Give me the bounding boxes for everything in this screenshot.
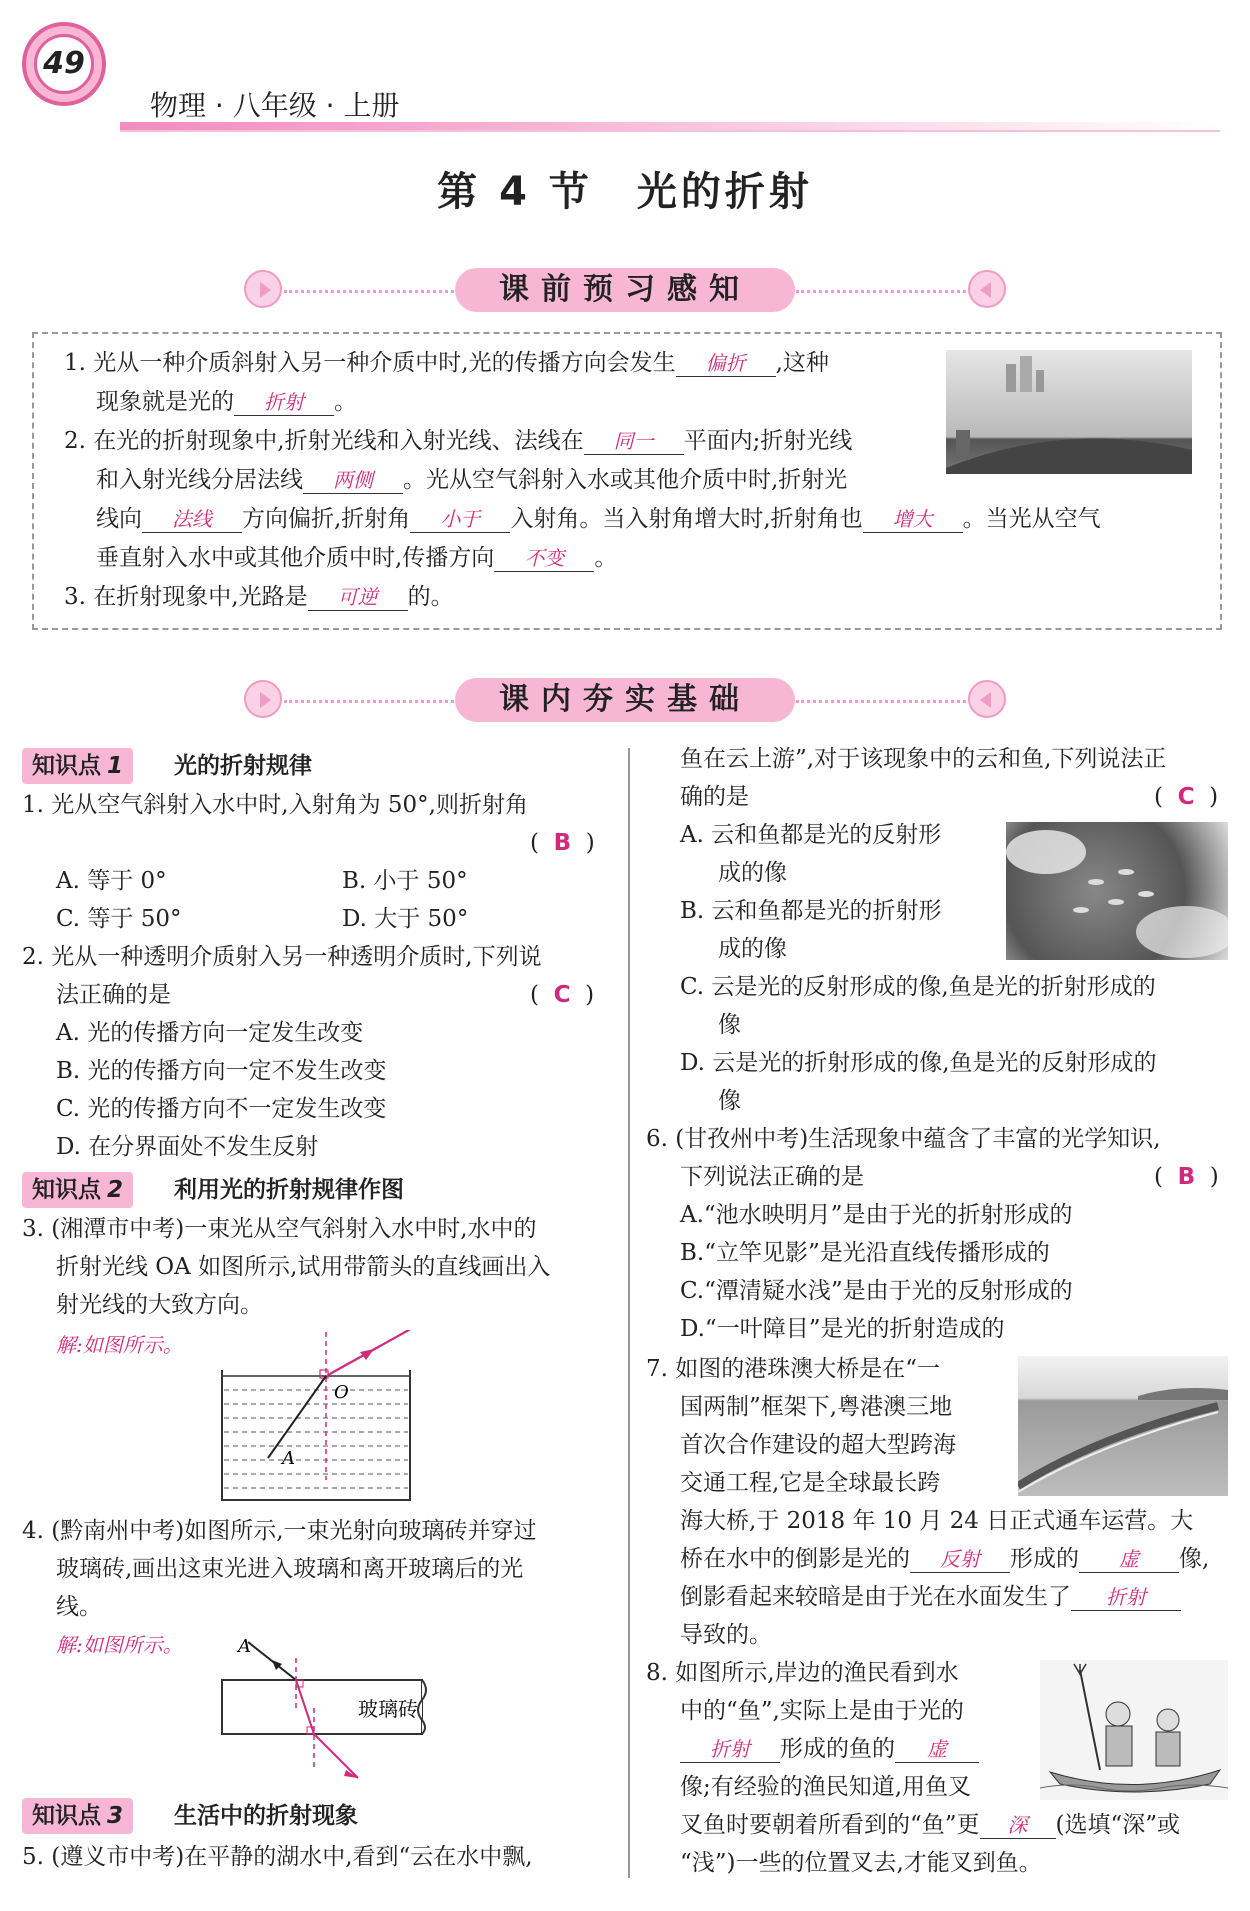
q7-line2: 国两制”框架下,粤港澳三地	[680, 1394, 953, 1420]
page-number-badge	[22, 22, 106, 106]
banner-left-arrow-icon	[244, 270, 282, 308]
text: 2. 在光的折射现象中,折射光线和入射光线、法线在	[64, 428, 584, 454]
q8-line3	[680, 1734, 979, 1764]
banner-dash-right	[796, 290, 966, 293]
text: 。	[334, 389, 357, 415]
answer-blank: 法线	[142, 506, 242, 533]
q8-line6: “浅”)一些的位置叉去,才能叉到鱼。	[680, 1850, 1042, 1876]
q7-line4: 交通工程,它是全球最长跨	[680, 1470, 941, 1496]
preview-q3	[64, 582, 454, 612]
text: 的。	[407, 584, 454, 610]
paren: (	[530, 830, 539, 856]
paren: )	[1209, 784, 1219, 810]
q6-option-a: A.“池水映明月”是由于光的折射形成的	[680, 1202, 1073, 1228]
kp-title: 利用光的折射规律作图	[174, 1177, 404, 1203]
preview-q2-line2	[96, 465, 847, 495]
kp-number: 3	[107, 1803, 124, 1829]
q8-line4: 像;有经验的渔民知道,用鱼叉	[680, 1774, 972, 1800]
preview-q2-line3	[96, 504, 1101, 534]
preview-q1-line2	[96, 387, 357, 417]
answer-blank: 折射	[1071, 1584, 1181, 1611]
label-o: O	[334, 1382, 349, 1403]
q2-answer-paren	[530, 980, 594, 1010]
q3-line1: 3. (湘潭市中考)一束光从空气斜射入水中时,水中的	[22, 1216, 537, 1242]
q1-option-b: B. 小于 50°	[342, 868, 468, 894]
text: 桥在水中的倒影是光的	[680, 1546, 910, 1572]
page-number: 49	[34, 34, 94, 94]
q8-line5	[680, 1810, 1180, 1840]
answer-blank: 不变	[494, 545, 594, 572]
paren: )	[1209, 1164, 1219, 1190]
answer-blank: 增大	[863, 506, 963, 533]
banner-right-arrow-icon	[968, 270, 1006, 308]
column-divider	[628, 748, 630, 1878]
q5-option-c2: 像	[718, 1012, 741, 1038]
header-line	[120, 130, 1220, 132]
text: 形成的	[1010, 1546, 1079, 1572]
q3-water-diagram	[210, 1330, 430, 1510]
text: 垂直射入水中或其他介质中时,传播方向	[96, 545, 495, 571]
answer-blank: 折射	[234, 389, 334, 416]
kp-label: 知识点	[32, 1177, 101, 1203]
text: 入射角。当入射角增大时,折射角也	[510, 506, 863, 532]
q6-option-b: B.“立竿见影”是光沿直线传播形成的	[680, 1240, 1050, 1266]
text: 1. 光从一种介质斜射入另一种介质中时,光的传播方向会发生	[64, 350, 676, 376]
book-title: 物理 · 八年级 · 上册	[150, 89, 400, 122]
fisherman-illustration	[1040, 1660, 1228, 1800]
preview-q2-line1	[64, 426, 852, 456]
q1-answer-paren	[530, 828, 595, 858]
text: 和入射光线分居法线	[96, 467, 303, 493]
answer-blank: 反射	[910, 1546, 1010, 1573]
q4-line1: 4. (黔南州中考)如图所示,一束光射向玻璃砖并穿过	[22, 1518, 537, 1544]
q5-option-a2: 成的像	[718, 860, 787, 886]
q3-line3: 射光线的大致方向。	[56, 1292, 263, 1318]
paren: (	[1154, 784, 1163, 810]
q4-solution: 解:如图所示。	[56, 1633, 183, 1657]
q2-option-c: C. 光的传播方向不一定发生改变	[56, 1096, 387, 1122]
q4-glass-diagram	[210, 1628, 450, 1798]
q5-option-b1: B. 云和鱼都是光的折射形	[680, 898, 942, 924]
section-title: 第 4 节 光的折射	[437, 169, 813, 215]
banner-dash-right	[796, 700, 966, 703]
refraction-photo	[946, 350, 1192, 474]
q8-line2: 中的“鱼”,实际上是由于光的	[680, 1698, 964, 1724]
q2-option-d: D. 在分界面处不发生反射	[56, 1134, 319, 1160]
q3-solution: 解:如图所示。	[56, 1333, 183, 1357]
answer-blank: 虚	[895, 1736, 979, 1763]
kp-label: 知识点	[32, 753, 101, 779]
label-a: A	[282, 1448, 295, 1469]
q5-option-d1: D. 云是光的折射形成的像,鱼是光的反射形成的	[680, 1050, 1157, 1076]
q1-option-a: A. 等于 0°	[56, 868, 167, 894]
q3-line2: 折射光线 OA 如图所示,试用带箭头的直线画出入	[56, 1254, 551, 1280]
q5-option-d2: 像	[718, 1088, 741, 1114]
q2-option-a: A. 光的传播方向一定发生改变	[56, 1020, 364, 1046]
q1-option-c: C. 等于 50°	[56, 906, 182, 932]
q5-line1: 5. (遵义市中考)在平静的湖水中,看到“云在水中飘,	[22, 1844, 533, 1870]
paren: )	[585, 830, 595, 856]
q2-stem-1: 2. 光从一种透明介质射入另一种透明介质时,下列说	[22, 944, 542, 970]
banner-left-arrow-icon	[244, 680, 282, 718]
q8-line1: 8. 如图所示,岸边的渔民看到水	[646, 1660, 959, 1686]
q7-line6	[680, 1544, 1209, 1574]
text: 像,	[1179, 1546, 1210, 1572]
text: 平面内;折射光线	[683, 428, 853, 454]
q7-line3: 首次合作建设的超大型跨海	[680, 1432, 956, 1458]
q5-line3: 确的是	[680, 784, 749, 810]
q6-answer-paren	[1154, 1162, 1219, 1192]
kp-number: 1	[107, 753, 124, 779]
q1-stem: 1. 光从空气斜射入水中时,入射角为 50°,则折射角	[22, 792, 528, 818]
q2-option-b: B. 光的传播方向一定不发生改变	[56, 1058, 387, 1084]
clouds-fish-photo	[1006, 822, 1228, 960]
knowledge-point-badge	[22, 1798, 133, 1834]
text: 方向偏折,折射角	[242, 506, 411, 532]
text: 3. 在折射现象中,光路是	[64, 584, 308, 610]
answer-blank: 虚	[1079, 1546, 1179, 1573]
text: 现象就是光的	[96, 389, 234, 415]
answer-blank: 偏折	[676, 350, 776, 377]
q6-option-d: D.“一叶障目”是光的折射造成的	[680, 1316, 1005, 1342]
q1-option-d: D. 大于 50°	[342, 906, 469, 932]
paren: (	[1154, 1164, 1163, 1190]
knowledge-point-badge	[22, 748, 133, 784]
text: 形成的鱼的	[780, 1736, 895, 1762]
q2-stem-2: 法正确的是	[56, 982, 171, 1008]
q5-answer: C	[1177, 784, 1195, 810]
kp-title: 生活中的折射现象	[174, 1803, 358, 1829]
bridge-photo	[1018, 1356, 1228, 1496]
q2-answer: C	[553, 982, 571, 1008]
q5-line2: 鱼在云上游”,对于该现象中的云和鱼,下列说法正	[680, 746, 1167, 772]
banner-dash-left	[284, 700, 454, 703]
answer-blank: 深	[980, 1812, 1056, 1839]
preview-banner: 课前预习感知	[455, 268, 795, 312]
kp-number: 2	[107, 1177, 124, 1203]
q5-answer-paren	[1154, 782, 1218, 812]
paren: )	[585, 982, 595, 1008]
text: 叉鱼时要朝着所看到的“鱼”更	[680, 1812, 980, 1838]
banner-dash-left	[284, 290, 454, 293]
q5-option-b2: 成的像	[718, 936, 787, 962]
q6-answer: B	[1177, 1164, 1196, 1190]
basics-banner: 课内夯实基础	[455, 678, 795, 722]
preview-q1-line1	[64, 348, 829, 378]
answer-blank: 同一	[584, 428, 684, 455]
text: ,这种	[775, 350, 829, 376]
q6-option-c: C.“潭清疑水浅”是由于光的反射形成的	[680, 1278, 1073, 1304]
text: 线向	[96, 506, 142, 532]
q7-line7	[680, 1582, 1181, 1612]
q6-line1: 6. (甘孜州中考)生活现象中蕴含了丰富的光学知识,	[646, 1126, 1161, 1152]
answer-blank: 可逆	[308, 584, 408, 611]
text: 倒影看起来较暗是由于光在水面发生了	[680, 1584, 1071, 1610]
text: 。当光从空气	[962, 506, 1101, 532]
preview-q2-line4	[96, 543, 617, 573]
q7-line8: 导致的。	[680, 1622, 772, 1648]
answer-blank: 折射	[680, 1736, 780, 1763]
q1-answer: B	[553, 830, 572, 856]
q7-line1: 7. 如图的港珠澳大桥是在“一	[646, 1356, 941, 1382]
label-a: A	[238, 1636, 251, 1657]
q5-option-c1: C. 云是光的反射形成的像,鱼是光的折射形成的	[680, 974, 1156, 1000]
kp-label: 知识点	[32, 1803, 101, 1829]
kp-title: 光的折射规律	[174, 753, 312, 779]
q4-line2: 玻璃砖,画出这束光进入玻璃和离开玻璃后的光	[56, 1556, 524, 1582]
text: 。光从空气斜射入水或其他介质中时,折射光	[403, 467, 848, 493]
paren: (	[530, 982, 539, 1008]
banner-right-arrow-icon	[968, 680, 1006, 718]
q6-line2: 下列说法正确的是	[680, 1164, 864, 1190]
q5-option-a1: A. 云和鱼都是光的反射形	[680, 822, 942, 848]
knowledge-point-badge	[22, 1172, 133, 1208]
answer-blank: 小于	[410, 506, 510, 533]
text: 。	[594, 545, 618, 571]
glass-label: 玻璃砖	[358, 1697, 418, 1721]
text: (选填“深”或	[1055, 1812, 1181, 1838]
answer-blank: 两侧	[303, 467, 403, 494]
q4-line3: 线。	[56, 1594, 102, 1620]
q7-line5: 海大桥,于 2018 年 10 月 24 日正式通车运营。大	[680, 1508, 1194, 1534]
